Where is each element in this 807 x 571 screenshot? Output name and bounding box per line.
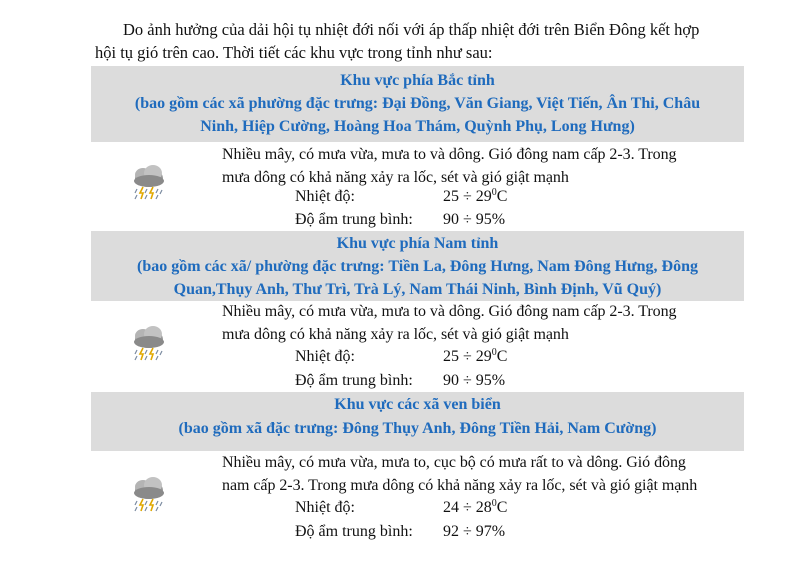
forecast-line: mưa dông có khả năng xảy ra lốc, sét và gió giật mạnh: [222, 169, 569, 186]
temperature-label: Nhiệt độ:: [295, 499, 355, 516]
region-subtitle: (bao gồm các xã/ phường đặc trưng: Tiền La, Đông Hưng, Nam Đông Hưng, Đông: [137, 258, 698, 275]
forecast-description: [222, 451, 742, 497]
region-forecast-coastal: [91, 451, 744, 551]
region-subtitle: Ninh, Hiệp Cường, Hoàng Hoa Thám, Quỳnh Phụ, Long Hưng): [200, 118, 635, 135]
region-subtitle: Quan,Thụy Anh, Thư Trì, Trà Lý, Nam Thái Ninh, Bình Định, Vũ Quý): [173, 281, 662, 298]
forecast-description: [222, 300, 742, 346]
intro-line: hội tụ gió trên cao. Thời tiết các khu vực trong tỉnh như sau:: [95, 43, 493, 62]
humidity-value: 90 ÷ 95%: [443, 211, 506, 228]
forecast-line: nam cấp 2-3. Trong mưa dông có khả năng xảy ra lốc, sét và gió giật mạnh: [222, 477, 698, 494]
humidity-value: 92 ÷ 97%: [443, 523, 506, 540]
intro-line: Do ảnh hưởng của dải hội tụ nhiệt đới nối với áp thấp nhiệt đới trên Biển Đông kết hợp: [123, 20, 700, 39]
humidity-label: Độ ẩm trung bình:: [295, 211, 413, 228]
region-forecast-north: [91, 143, 744, 231]
region-subtitle: (bao gồm xã đặc trưng: Đông Thụy Anh, Đông Tiền Hải, Nam Cường): [178, 420, 657, 437]
region-title: Khu vực các xã ven biển: [334, 396, 501, 413]
forecast-line: mưa dông có khả năng xảy ra lốc, sét và gió giật mạnh: [222, 326, 569, 343]
region-header-south: [91, 231, 744, 301]
region-title: Khu vực phía Nam tỉnh: [336, 235, 499, 252]
forecast-description: [222, 143, 742, 189]
region-header-north: [91, 66, 744, 142]
forecast-line: Nhiều mây, có mưa vừa, mưa to và dông. Gió đông nam cấp 2-3. Trong: [222, 146, 677, 163]
intro-paragraph: [95, 18, 745, 64]
thunderstorm-rain-icon: [131, 475, 167, 513]
humidity-label: Độ ẩm trung bình:: [295, 523, 413, 540]
forecast-line: Nhiều mây, có mưa vừa, mưa to, cục bộ có mưa rất to và dông. Gió đông: [222, 454, 686, 471]
thunderstorm-rain-icon: [131, 324, 167, 362]
temperature-value: $24 \div 28^0C$: [443, 498, 508, 516]
temperature-label: Nhiệt độ:: [295, 188, 355, 205]
temperature-label: Nhiệt độ:: [295, 348, 355, 365]
region-subtitle: (bao gồm các xã phường đặc trưng: Đại Đồng, Văn Giang, Việt Tiến, Ân Thi, Châu: [134, 95, 701, 112]
region-header-coastal: [91, 392, 744, 451]
temperature-value: $25 \div 29^0C$: [443, 347, 508, 365]
thunderstorm-rain-icon: [131, 163, 167, 201]
region-title: Khu vực phía Bắc tỉnh: [340, 72, 495, 89]
temperature-value: $25 \div 29^0C$: [443, 187, 508, 205]
forecast-line: Nhiều mây, có mưa vừa, mưa to và dông. Gió đông nam cấp 2-3. Trong: [222, 303, 677, 320]
humidity-value: 90 ÷ 95%: [443, 372, 506, 389]
humidity-label: Độ ẩm trung bình:: [295, 372, 413, 389]
region-forecast-south: [91, 300, 744, 392]
